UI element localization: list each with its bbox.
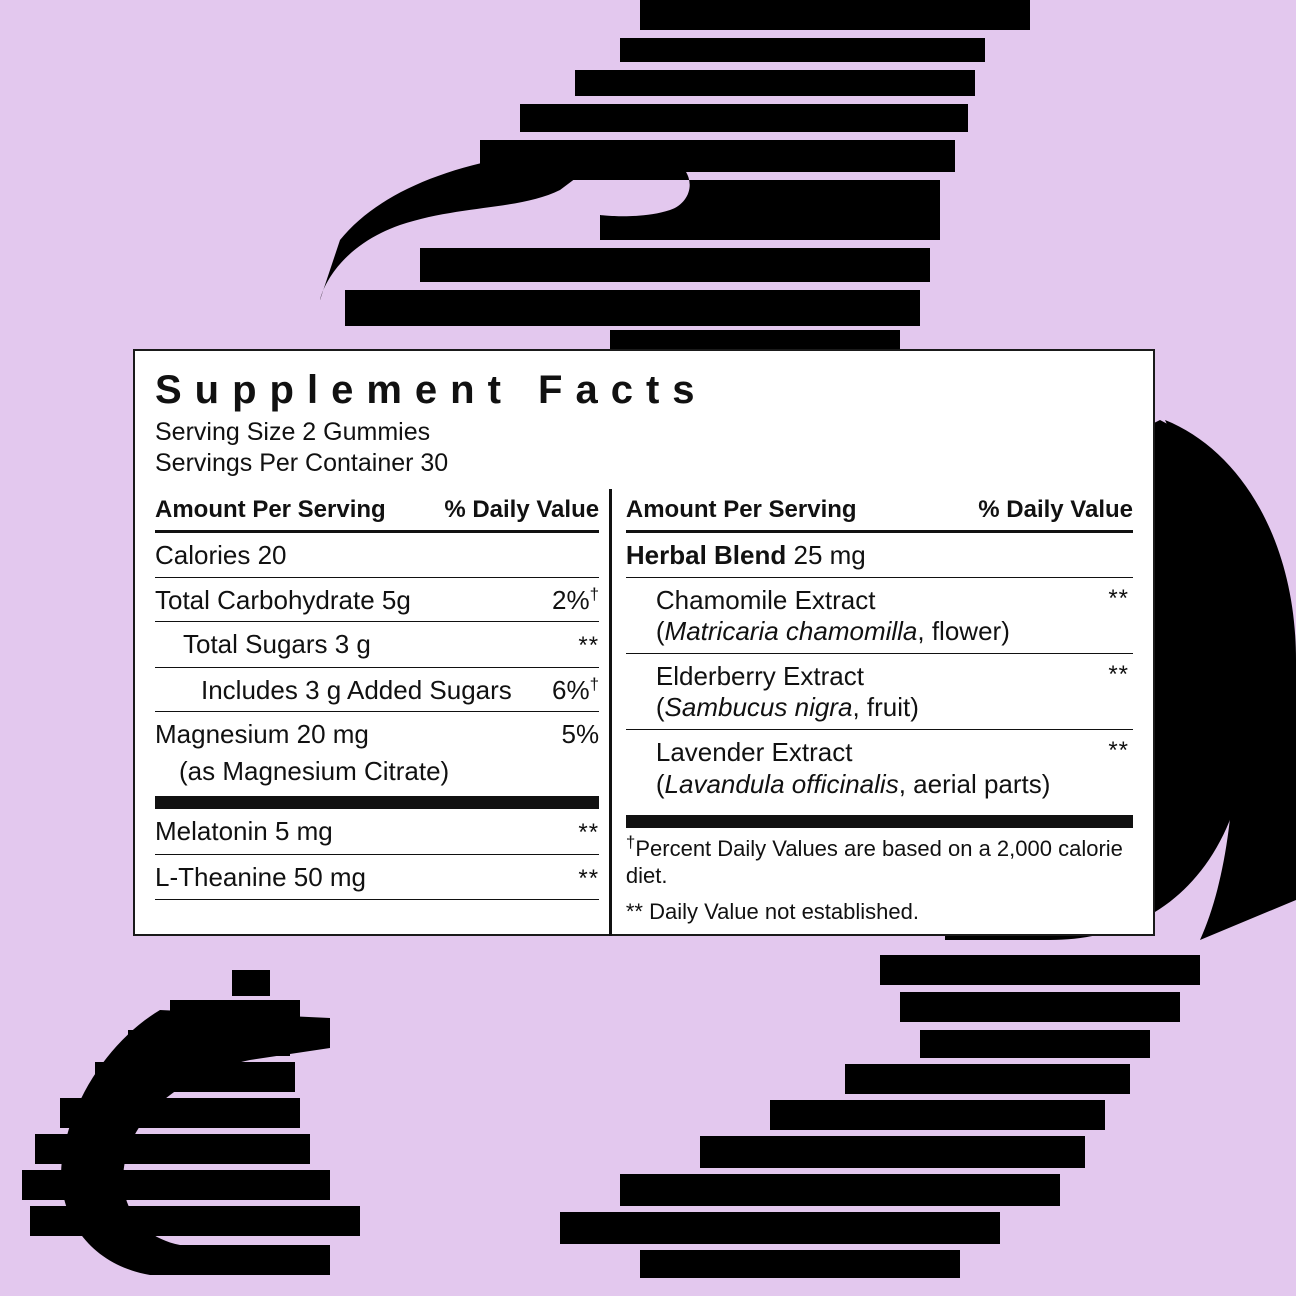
table-row [626, 654, 1133, 730]
thick-divider-left [155, 796, 599, 809]
footnote-daily-value: †Percent Daily Values are based on a 2,000 calorie diet. [625, 832, 1123, 888]
table-row [155, 712, 599, 756]
herb-entry: Lavender Extract (Lavandula officinalis, aerial parts) [655, 737, 1051, 799]
dagger-mark: † [589, 584, 600, 604]
supplement-facts-panel [133, 349, 1155, 936]
blend-name: Herbal Blend 25 mg [625, 540, 866, 570]
nutrition-columns [155, 489, 1133, 936]
serving-size: Serving Size 2 Gummies [155, 418, 431, 446]
right-column [626, 489, 1133, 936]
nutrient-dv: ** [578, 632, 600, 660]
thick-divider-right [626, 815, 1133, 828]
table-row [626, 578, 1133, 654]
amount-per-serving-label: Amount Per Serving [155, 496, 386, 523]
nutrient-name: Includes 3 g Added Sugars [201, 674, 512, 705]
nutrient-source-note: (as Magnesium Citrate) [179, 756, 450, 786]
nutrient-name: L-Theanine 50 mg [155, 861, 367, 892]
herb-dv: ** [1108, 584, 1130, 612]
daily-value-label: % Daily Value [444, 496, 600, 523]
herb-latin-name: (Sambucus nigra, fruit) [655, 692, 919, 723]
amount-per-serving-label: Amount Per Serving [625, 496, 857, 523]
table-row [155, 668, 599, 713]
left-column-header [155, 489, 599, 533]
right-column-header [626, 489, 1133, 533]
nutrient-dv: 5% [561, 719, 600, 750]
nutrient-name: Total Sugars 3 g [183, 629, 371, 660]
herb-entry: Elderberry Extract (Sambucus nigra, fruit) [655, 661, 919, 723]
left-column [155, 489, 609, 936]
herb-dv: ** [1108, 661, 1130, 689]
footnotes [626, 828, 1133, 926]
herb-latin-name: (Matricaria chamomilla, flower) [655, 615, 1010, 646]
herb-latin-name: (Lavandula officinalis, aerial parts) [655, 768, 1051, 799]
nutrient-dv: ** [578, 864, 600, 892]
dagger-mark: † [625, 832, 636, 852]
footnote-not-established: ** Daily Value not established. [625, 899, 919, 925]
dagger-mark: † [589, 674, 600, 693]
table-row [155, 855, 599, 900]
table-row [155, 809, 599, 854]
nutrient-name: Total Carbohydrate 5g [155, 584, 411, 615]
daily-value-label: % Daily Value [978, 496, 1134, 523]
herb-dv: ** [1108, 737, 1130, 765]
herb-entry: Chamomile Extract (Matricaria chamomilla, flower) [655, 584, 1010, 646]
table-row [155, 578, 599, 623]
servings-per-container: Servings Per Container 30 [155, 448, 449, 477]
table-row [155, 533, 599, 578]
nutrient-name: Melatonin 5 mg [155, 816, 333, 847]
column-divider [609, 489, 612, 936]
table-row [626, 730, 1133, 805]
page-title: Supplement Facts [155, 368, 708, 412]
nutrient-name: Magnesium 20 mg [155, 719, 369, 750]
table-row [626, 533, 1133, 578]
nutrient-dv: ** [578, 819, 600, 847]
nutrient-dv: 2%† [552, 584, 600, 615]
nutrient-name: Calories 20 [155, 540, 287, 570]
table-row [155, 622, 599, 667]
nutrient-dv: 6%† [552, 674, 600, 705]
